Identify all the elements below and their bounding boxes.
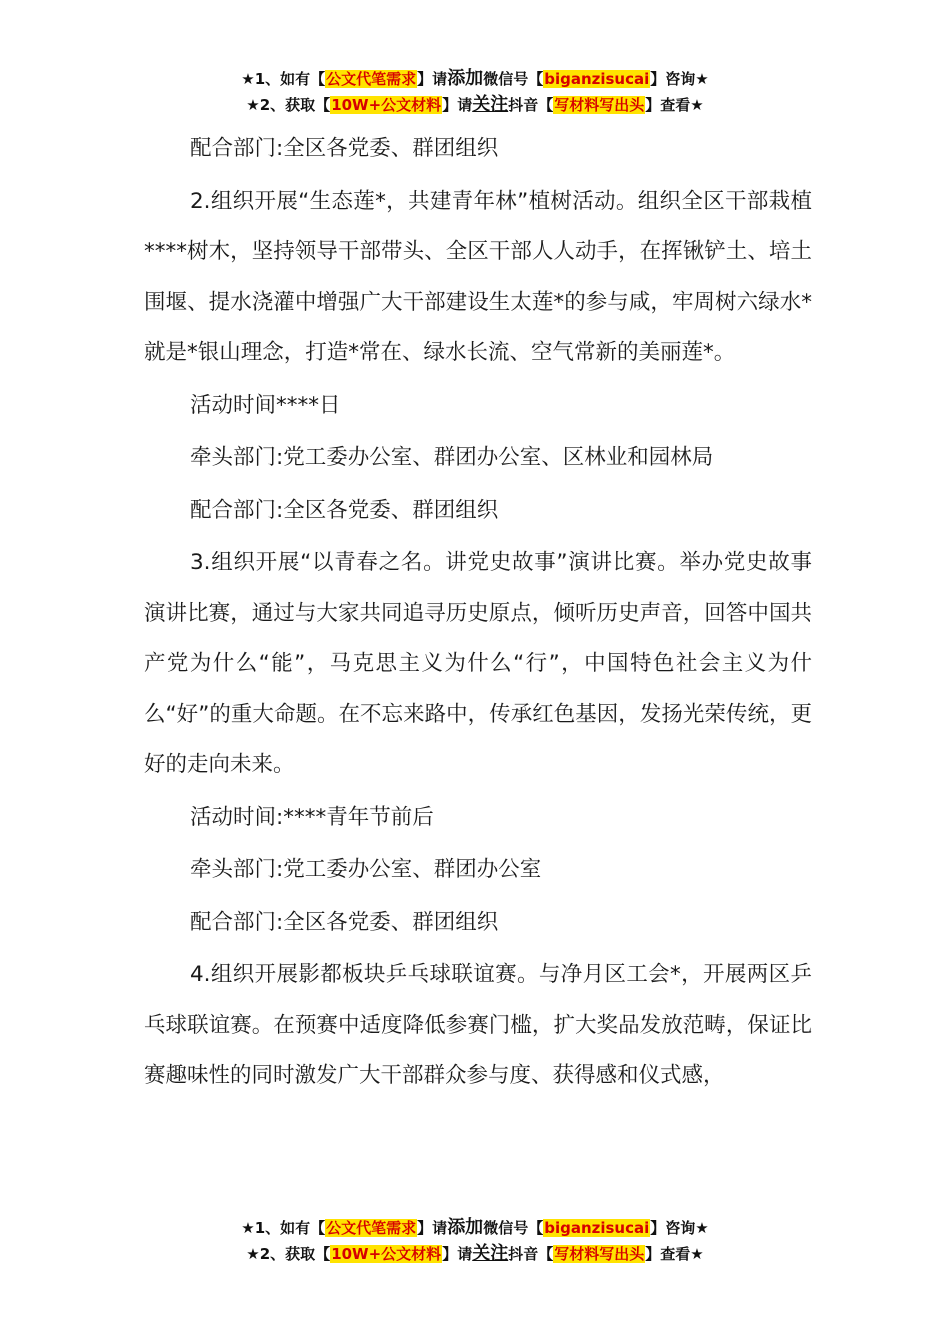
highlight-douyin-account: 写材料写出头	[554, 96, 645, 114]
highlight-wechat-id: biganzisucai	[544, 1219, 650, 1237]
footer-banner	[0, 1215, 950, 1267]
highlight-materials: 10W+公文材料	[331, 1245, 442, 1263]
paragraph-lead-dept-2: 牵头部门:党工委办公室、群团办公室	[190, 857, 542, 882]
paragraph-cooperating-dept-3: 配合部门:全区各党委、群团组织	[190, 909, 499, 935]
banner-line-1: ★1、如有【公文代笔需求】请添加微信号【biganzisucai】咨询★	[241, 68, 709, 89]
paragraph-cooperating-dept-2: 配合部门:全区各党委、群团组织	[190, 497, 499, 523]
document-body	[144, 122, 812, 1102]
highlight-materials: 10W+公文材料	[331, 96, 442, 114]
paragraph-cooperating-dept-1: 配合部门:全区各党委、群团组织	[190, 136, 499, 161]
highlight-douyin-account: 写材料写出头	[554, 1245, 645, 1263]
paragraph-item-2: 2.组织开展“生态莲*，共建青年林”植树活动。组织全区干部栽植****树木，坚持领导干部带头、全区干部人人动手，在挥锹铲土、培土围堰、提水浇灌中增强广大干部建设生太莲*的参与咸，牢周树六绿水*就是*银山理念，打造*常在、绿水长流、空气常新的美丽莲*。	[144, 188, 812, 365]
highlight-writing-service: 公文代笔需求	[326, 1219, 417, 1237]
banner-line-2: ★2、获取【10W+公文材料】请关注抖音【写材料写出头】查看★	[246, 94, 704, 115]
highlight-writing-service: 公文代笔需求	[326, 70, 417, 88]
paragraph-activity-time-2: 活动时间:****青年节前后	[190, 804, 434, 830]
banner-line-1: ★1、如有【公文代笔需求】请添加微信号【biganzisucai】咨询★	[241, 1217, 709, 1238]
paragraph-item-4: 4.组织开展影都板块乒乓球联谊赛。与净月区工会*，开展两区乒乓球联谊赛。在预赛中适度降低参赛门槛，扩大奖品发放范畴，保证比赛趣味性的同时激发广大干部群众参与度、获得感和仪式感，	[144, 962, 812, 1088]
banner-line-2: ★2、获取【10W+公文材料】请关注抖音【写材料写出头】查看★	[246, 1243, 704, 1264]
paragraph-item-3: 3.组织开展“以青春之名。讲党史故事”演讲比赛。举办党史故事演讲比赛，通过与大家共同追寻历史原点，倾听历史声音，回答中国共产党为什么“能”，马克思主义为什么“行”，中国特色社会主义为什么“好”的重大命题。在不忘来路中，传承红色基因，发扬光荣传统，更好的走向未来。	[144, 550, 812, 777]
paragraph-activity-time-1: 活动时间****日	[190, 392, 341, 418]
header-banner	[0, 66, 950, 118]
paragraph-lead-dept-1: 牵头部门:党工委办公室、群团办公室、区林业和园林局	[190, 445, 714, 470]
highlight-wechat-id: biganzisucai	[544, 70, 650, 88]
